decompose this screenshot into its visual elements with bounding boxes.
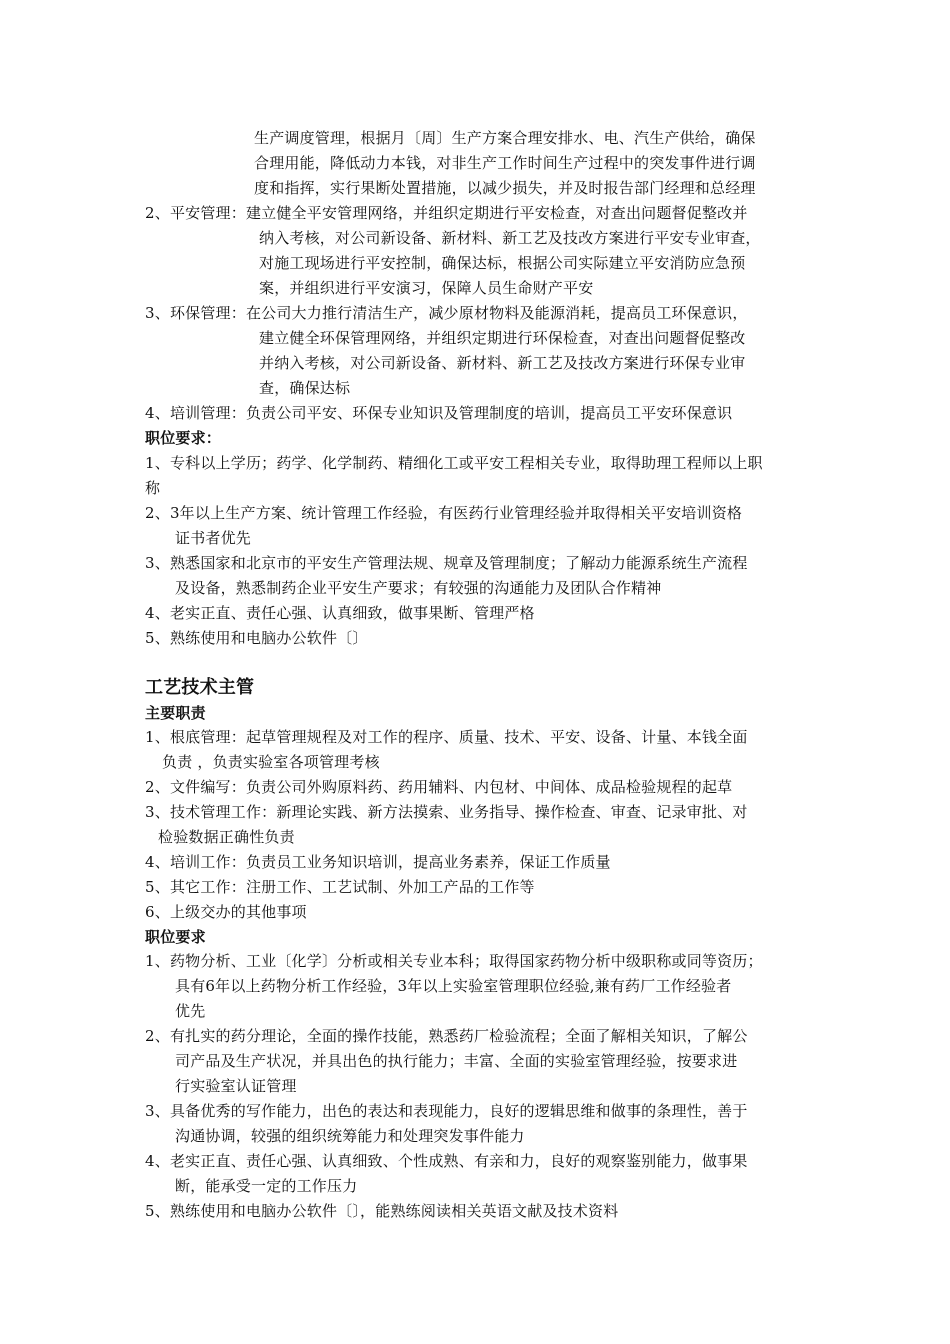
s2-req1-line-2: 具有6年以上药物分析工作经验，3年以上实验室管理职位经验,兼有药厂工作经验者 xyxy=(175,977,732,995)
duty3-line-2: 建立健全环保管理网络，并组织定期进行环保检查，对查出问题督促整改 xyxy=(259,329,746,347)
duty1-line-3: 度和指挥，实行果断处置措施，以减少损失，并及时报告部门经理和总经理 xyxy=(254,179,756,197)
s2-req3-line-2: 沟通协调，较强的组织统筹能力和处理突发事件能力 xyxy=(175,1127,525,1145)
req1-line-2: 称 xyxy=(145,479,161,497)
req2-line-1: 2、3年以上生产方案、统计管理工作经验，有医药行业管理经验并取得相关平安培训资格 xyxy=(145,504,743,522)
req3-line-1: 3、熟悉国家和北京市的平安生产管理法规、规章及管理制度；了解动力能源系统生产流程 xyxy=(145,554,748,572)
s2-duty1-line-1: 1、根底管理：起草管理规程及对工作的程序、质量、技术、平安、设备、计量、本钱全面 xyxy=(145,728,748,746)
duty4-line: 4、培训管理：负责公司平安、环保专业知识及管理制度的培训，提高员工平安环保意识 xyxy=(145,404,733,422)
s2-req2-line-3: 行实验室认证管理 xyxy=(175,1077,297,1095)
requirements-title-1: 职位要求： xyxy=(145,429,222,447)
s2-duty4-line: 4、培训工作：负责员工业务知识培训，提高业务素养，保证工作质量 xyxy=(145,853,611,871)
s2-req5-line: 5、熟练使用和电脑办公软件〔〕，能熟练阅读相关英语文献及技术资料 xyxy=(145,1202,619,1220)
s2-req4-line-1: 4、老实正直、责任心强、认真细致、个性成熟、有亲和力，良好的观察鉴别能力，做事果 xyxy=(145,1152,748,1170)
duty2-line-2: 纳入考核，对公司新设备、新材料、新工艺及技改方案进行平安专业审查， xyxy=(259,229,761,247)
s2-duty3-line-2: 检验数据正确性负责 xyxy=(158,828,295,846)
s2-req4-line-2: 断，能承受一定的工作压力 xyxy=(175,1177,358,1195)
req2-line-2: 证书者优先 xyxy=(175,529,252,547)
s2-duty3-line-1: 3、技术管理工作：新理论实践、新方法摸索、业务指导、操作检查、审查、记录审批、对 xyxy=(145,803,748,821)
s2-req1-line-3: 优先 xyxy=(175,1002,206,1020)
s2-duty6-line: 6、上级交办的其他事项 xyxy=(145,903,307,921)
s2-duty2-line: 2、文件编写：负责公司外购原料药、药用辅料、内包材、中间体、成品检验规程的起草 xyxy=(145,778,733,796)
req3-line-2: 及设备，熟悉制药企业平安生产要求；有较强的沟通能力及团队合作精神 xyxy=(175,579,662,597)
duty2-line-1: 2、平安管理：建立健全平安管理网络，并组织定期进行平安检查，对查出问题督促整改并 xyxy=(145,204,748,222)
section-heading: 工艺技术主管 xyxy=(145,677,255,698)
s2-req1-line-1: 1、药物分析、工业〔化学〕分析或相关专业本科；取得国家药物分析中级职称或同等资历； xyxy=(145,952,763,970)
s2-duty5-line: 5、其它工作：注册工作、工艺试制、外加工产品的工作等 xyxy=(145,878,535,896)
req4-line: 4、老实正直、责任心强、认真细致，做事果断、管理严格 xyxy=(145,604,535,622)
duty2-line-3: 对施工现场进行平安控制，确保达标，根据公司实际建立平安消防应急预 xyxy=(259,254,746,272)
duty3-line-1: 3、环保管理：在公司大力推行清洁生产，减少原材物料及能源消耗，提高员工环保意识， xyxy=(145,304,748,322)
duty3-line-3: 并纳入考核，对公司新设备、新材料、新工艺及技改方案进行环保专业审 xyxy=(259,354,746,372)
duty2-line-4: 案，并组织进行平安演习，保障人员生命财产平安 xyxy=(259,279,594,297)
s2-req3-line-1: 3、具备优秀的写作能力，出色的表达和表现能力，良好的逻辑思维和做事的条理性，善于 xyxy=(145,1102,748,1120)
req1-line-1: 1、专科以上学历；药学、化学制药、精细化工或平安工程相关专业，取得助理工程师以上职 xyxy=(145,454,763,472)
s2-duty1-line-2: 负责 ，负责实验室各项管理考核 xyxy=(162,753,380,771)
duty1-line-1: 生产调度管理，根据月〔周〕生产方案合理安排水、电、汽生产供给，确保 xyxy=(254,129,756,147)
requirements-title-2: 职位要求 xyxy=(145,928,206,946)
s2-req2-line-1: 2、有扎实的药分理论，全面的操作技能，熟悉药厂检验流程；全面了解相关知识，了解公 xyxy=(145,1027,748,1045)
duty3-line-4: 查，确保达标 xyxy=(259,379,351,397)
duty1-line-2: 合理用能，降低动力本钱，对非生产工作时间生产过程中的突发事件进行调 xyxy=(254,154,756,172)
req5-line: 5、熟练使用和电脑办公软件〔〕 xyxy=(145,629,368,647)
s2-req2-line-2: 司产品及生产状况，并具出色的执行能力；丰富、全面的实验室管理经验，按要求进 xyxy=(175,1052,738,1070)
duties-title: 主要职责 xyxy=(145,704,206,722)
